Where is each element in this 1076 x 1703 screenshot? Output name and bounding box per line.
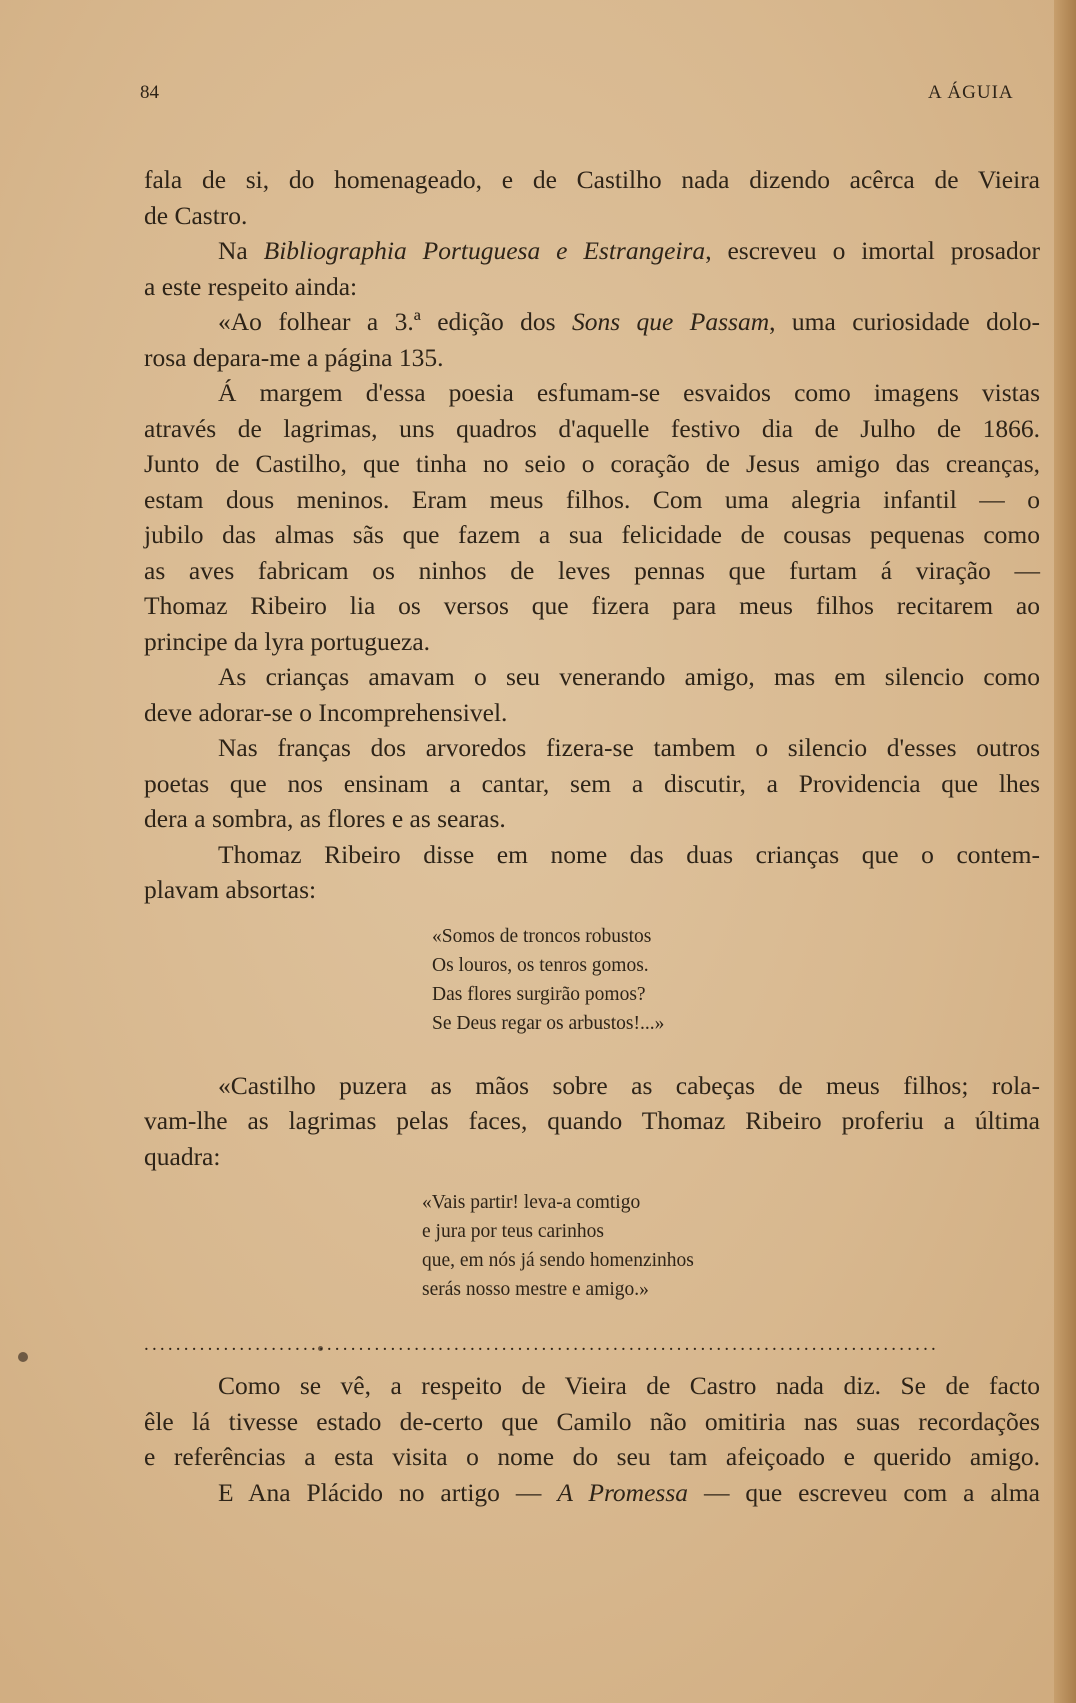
text-line: plavam absortas: <box>144 875 317 904</box>
italic-title: Bibliographia Portuguesa e Estrangeira <box>263 236 706 265</box>
text-line: Thomaz Ribeiro lia os versos que fizera para meus filhos recitarem ao <box>144 591 1040 620</box>
italic-title: A Promessa <box>557 1477 689 1507</box>
text-line: Thomaz Ribeiro disse em nome das duas crianças que o contem- <box>218 839 1040 869</box>
dotted-separator: .................................................................................................... <box>144 1334 939 1355</box>
verse-block <box>422 1188 1040 1304</box>
page-number: 84 <box>140 82 159 103</box>
text-line: poetas que nos ensinam a cantar, sem a discutir, a Providencia que lhes <box>144 768 1040 798</box>
text-line: Como se vê, a respeito de Vieira de Castro nada diz. Se de facto <box>218 1371 1040 1400</box>
verse-line: serás nosso mestre e amigo.» <box>422 1279 649 1300</box>
text-line: E Ana Plácido no artigo — A Promessa — que escreveu com a alma <box>218 1477 1040 1507</box>
verse-line: Se Deus regar os arbustos!...» <box>432 1012 665 1034</box>
text-line: as aves fabricam os ninhos de leves pennas que furtam á viração — <box>144 555 1040 585</box>
page-header <box>0 82 1076 112</box>
verse-line: Das flores surgirão pomos? <box>432 983 646 1005</box>
page-edge <box>1054 0 1076 1703</box>
italic-title: Sons que Passam <box>571 307 770 336</box>
verse-line: «Vais partir! leva-a comtigo <box>422 1192 641 1213</box>
page-body <box>144 162 1040 1510</box>
verse-line: e jura por teus carinhos <box>422 1221 604 1242</box>
text-line: vam-lhe as lagrimas pelas faces, quando Thomaz Ribeiro proferiu a última <box>144 1106 1040 1135</box>
text-line: êle lá tivesse estado de-certo que Camilo não omitiria nas suas recordações <box>144 1406 1040 1436</box>
text-line: Na Bibliographia Portuguesa e Estrangeira, escreveu o imortal prosador <box>218 236 1040 265</box>
text-line: quadra: <box>144 1141 221 1171</box>
verse-line: que, em nós já sendo homenzinhos <box>422 1250 694 1271</box>
text-line: de Castro. <box>144 200 248 230</box>
text-line: através de lagrimas, uns quadros d'aquelle festivo dia de Julho de 1866. <box>144 413 1040 443</box>
text-line: «Ao folhear a 3.ª edição dos Sons que Passam, uma curiosidade dolo- <box>218 307 1040 336</box>
text-line: «Castilho puzera as mãos sobre as cabeças de meus filhos; rola- <box>218 1070 1040 1100</box>
ink-speck <box>18 1352 28 1362</box>
text-line: estam dous meninos. Eram meus filhos. Com uma alegria infantil — o <box>144 484 1040 514</box>
text-line: e referências a esta visita o nome do seu tam afeiçoado e querido amigo. <box>144 1442 1040 1471</box>
text-line: rosa depara-me a página 135. <box>144 342 444 372</box>
text-line: dera a sombra, as flores e as searas. <box>144 804 506 833</box>
text-line: jubilo das almas sãs que fazem a sua felicidade de cousas pequenas como <box>144 520 1040 549</box>
text-line: Nas franças dos arvoredos fizera-se tambem o silencio d'esses outros <box>218 733 1040 762</box>
text-line: principe da lyra portugueza. <box>144 626 431 656</box>
text-line: deve adorar-se o Incomprehensivel. <box>144 697 508 727</box>
text-line: As crianças amavam o seu venerando amigo, mas em silencio como <box>218 662 1040 691</box>
running-title: A ÁGUIA <box>928 82 1014 103</box>
text-line: Á margem d'essa poesia esfumam-se esvaidos como imagens vistas <box>218 378 1040 407</box>
text-line: a este respeito ainda: <box>144 271 358 301</box>
verse-line: Os louros, os tenros gomos. <box>432 954 649 976</box>
text-line: fala de si, do homenageado, e de Castilho nada dizendo acêrca de Vieira <box>144 165 1040 194</box>
verse-line: «Somos de troncos robustos <box>432 925 652 947</box>
verse-block <box>432 922 1040 1038</box>
text-line: Junto de Castilho, que tinha no seio o coração de Jesus amigo das creanças, <box>144 449 1040 478</box>
